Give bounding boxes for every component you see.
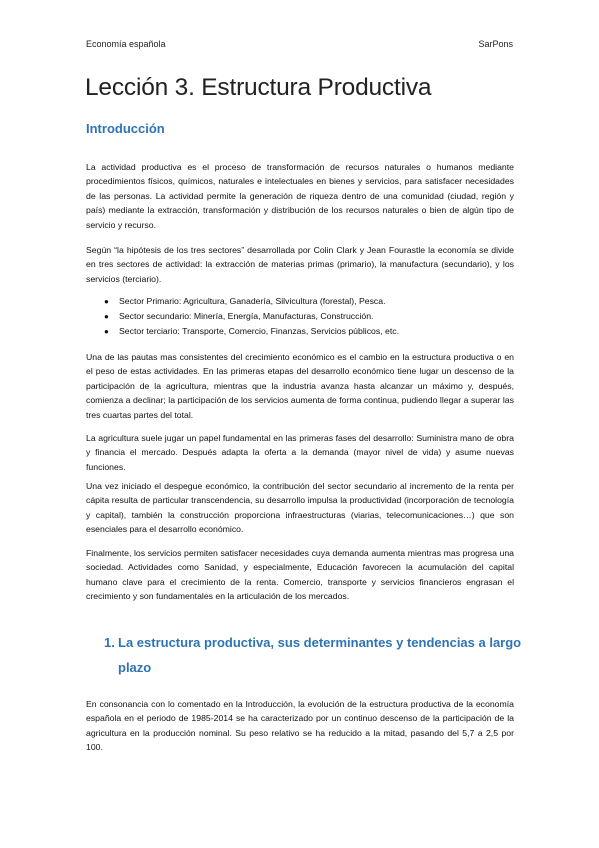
paragraph-definition: La actividad productiva es el proceso de transformación de recursos naturales o humanos mediante procedimientos físicos, químicos, naturales e intelectuales en bienes y servicios, para satisfacer necesidades de las personas. La actividad permite la generación de riqueza dentro de una comunidad (ciudad, región y país) mediante la extracción, transformación y distribución de los recursos naturales o bien de algún tipo de servicio y recurso. <box>86 162 514 230</box>
bullet-icon: ● <box>104 327 109 336</box>
paragraph-agriculture: La agricultura suele jugar un papel fundamental en las primeras fases del desarrollo: Suministra mano de obra y financia el mercado. Después adapta la oferta a la demanda (mayor nivel de vida) y asume nuevas funciones. <box>86 433 514 472</box>
section-title: La estructura productiva, sus determinantes y tendencias a largo plazo <box>118 635 522 675</box>
header-author: SarPons <box>478 39 513 49</box>
page-title: Lección 3. Estructura Productiva <box>85 74 432 101</box>
sector-list <box>104 294 514 339</box>
sector-primary-text: Sector Primario: Agricultura, Ganadería, Silvicultura (forestal), Pesca. <box>119 296 386 306</box>
sector-tertiary-text: Sector terciario: Transporte, Comercio, Finanzas, Servicios públicos, etc. <box>119 326 400 336</box>
paragraph-services: Finalmente, los servicios permiten satisfacer necesidades cuya demanda aumenta mientras mas progresa una sociedad. Actividades como Sanidad, y especialmente, Educación favorecen la acumulación del capital humano clave para el crecimiento de la renta. Comercio, transporte y servicios financieros engrasan el crecimiento y son fundamentales en la articulación de los mercados. <box>86 548 514 602</box>
list-item <box>104 294 514 309</box>
sector-secondary-text: Sector secundario: Minería, Energía, Manufacturas, Construcción. <box>119 311 374 321</box>
paragraph-spain-evolution: En consonancia con lo comentado en la Introducción, la evolución de la estructura productiva de la economía española en el periodo de 1985-2014 se ha caracterizado por un continuo descenso de la participación de la agricultura en la producción nominal. Su peso relativo se ha reducido a la mitad, pasando del 5,7 a 2,5 por 100. <box>86 699 514 753</box>
paragraph-growth-patterns: Una de las pautas mas consistentes del crecimiento económico es el cambio en la estructura productiva o en el peso de estas actividades. En las primeras etapas del desarrollo económico tiene lugar un descenso de la participación de la agricultura, mientras que la industria avanza hasta alcanzar un máximo y, después, comienza a declinar; la participación de los servicios aumenta de forma continua, pudiendo llegar a superar las tres cuartas partes del total. <box>86 352 514 420</box>
bullet-icon: ● <box>104 312 109 321</box>
list-item <box>104 309 514 324</box>
intro-heading: Introducción <box>86 121 165 136</box>
header-subject: Economía española <box>86 39 166 49</box>
section-number: 1. <box>104 635 115 650</box>
list-item <box>104 324 514 339</box>
bullet-icon: ● <box>104 297 109 306</box>
paragraph-three-sectors: Según “la hipótesis de los tres sectores” desarrollada por Colin Clark y Jean Fourastle la economía se divide en tres sectores de actividad: la extracción de materias primas (primario), la manufactura (secundario), y los servicios (terciario). <box>86 245 514 284</box>
section-1-heading <box>104 630 524 680</box>
paragraph-secondary-sector: Una vez iniciado el despegue económico, la contribución del sector secundario al incremento de la renta per cápita resulta de particular transcendencia, su desarrollo impulsa la productividad (incorporación de tecnología y capital), también la construcción proporciona infraestructuras (viarias, telecomunicaciones…) que son esenciales para el desarrollo económico. <box>86 481 514 535</box>
